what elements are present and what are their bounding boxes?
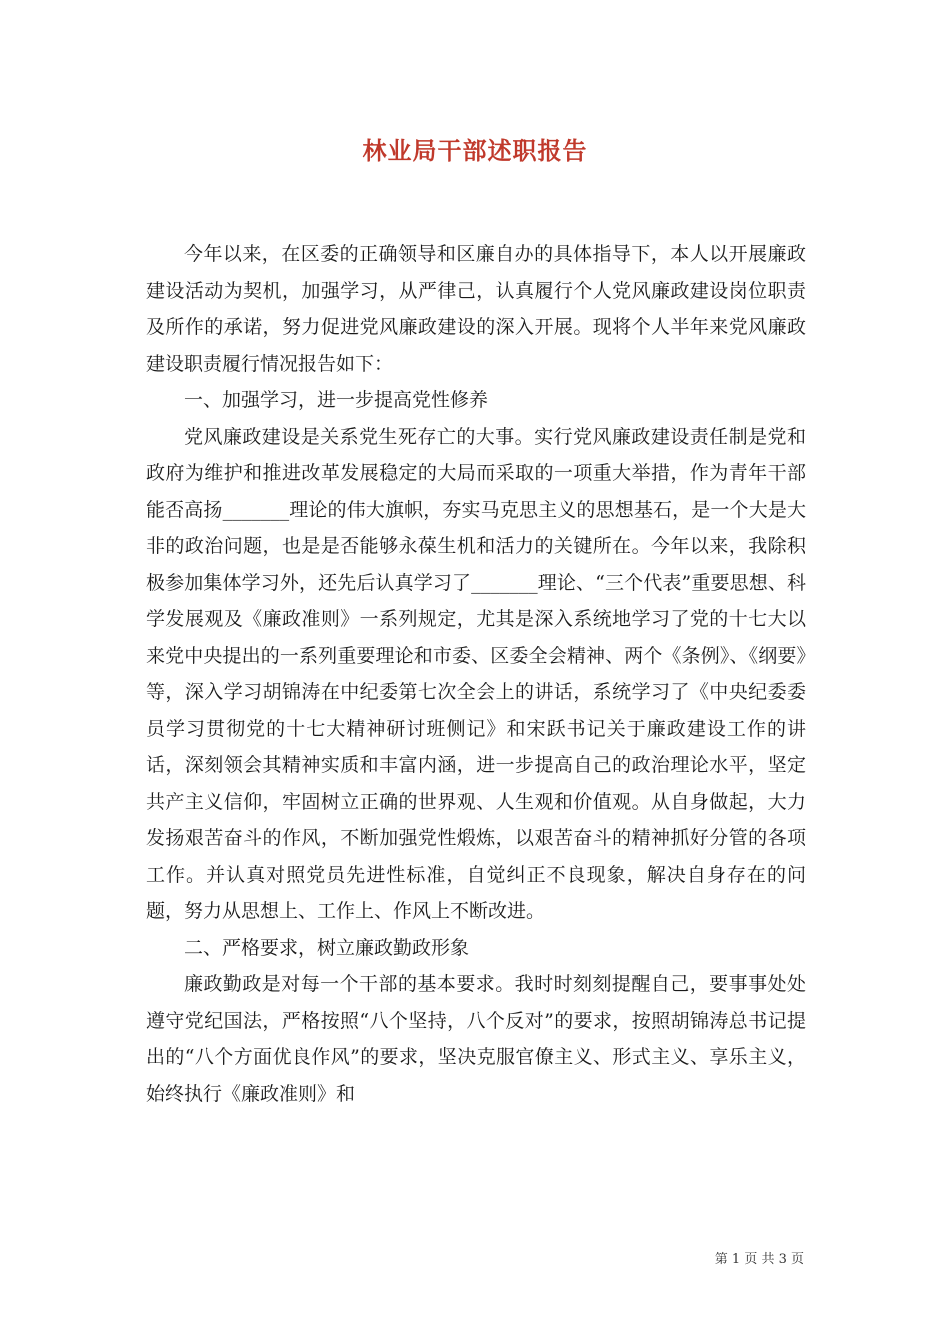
document-title: 林业局干部述职报告 <box>362 136 588 165</box>
paragraph-section-2: 廉政勤政是对每一个干部的基本要求。我时时刻刻提醒自己，要事事处处遵守党纪国法，严格按照“八个坚持，八个反对”的要求，按照胡锦涛总书记提出的“八个方面优良作风”的要求，坚决克服官僚主义、形式主义、享乐主义，始终执行《廉政准则》和 <box>146 973 806 1105</box>
section-heading-1: 一、加强学习，进一步提高党性修养 <box>184 389 489 411</box>
section-heading-2: 二、严格要求，树立廉政勤政形象 <box>184 936 470 959</box>
page-number: 第 1 页 共 3 页 <box>714 1252 804 1267</box>
paragraph-section-1: 党风廉政建设是关系党生死存亡的大事。实行党风廉政建设责任制是党和政府为维护和推进改革发展稳定的大局而采取的一项重大举措，作为青年干部能否高扬_______理论的伟大旗帜，夯实马克思主义的思想基石，是一个大是大非的政治问题，也是是否能够永葆生机和活力的关键所在。今年以来，我除积极参加集体学习外，还先后认真学习了_______理论、“三个代表”重要思想、科学发展观及《廉政准则》一系列规定，尤其是深入系统地学习了党的十七大以来党中央提出的一系列重要理论和市委、区委全会精神、两个《条例》、《纲要》等，深入学习胡锦涛在中纪委第七次全会上的讲话，系统学习了《中央纪委委员学习贯彻党的十七大精神研讨班侧记》和宋跃书记关于廉政建设工作的讲话，深刻领会其精神实质和丰富内涵，进一步提高自己的政治理论水平，坚定共产主义信仰，牢固树立正确的世界观、人生观和价值观。从自身做起，大力发扬艰苦奋斗的作风，不断加强党性煅炼，以艰苦奋斗的精神抓好分管的各项工作。并认真对照党员先进性标准，自觉纠正不良现象，解决自身存在的问题，努力从思想上、工作上、作风上不断改进。 <box>146 425 806 922</box>
paragraph-intro: 今年以来，在区委的正确领导和区廉自办的具体指导下，本人以开展廉政建设活动为契机，加强学习，从严律己，认真履行个人党风廉政建设岗位职责及所作的承诺，努力促进党风廉政建设的深入开展。现将个人半年来党风廉政建设职责履行情况报告如下： <box>146 243 806 375</box>
document-body <box>146 236 806 1112</box>
